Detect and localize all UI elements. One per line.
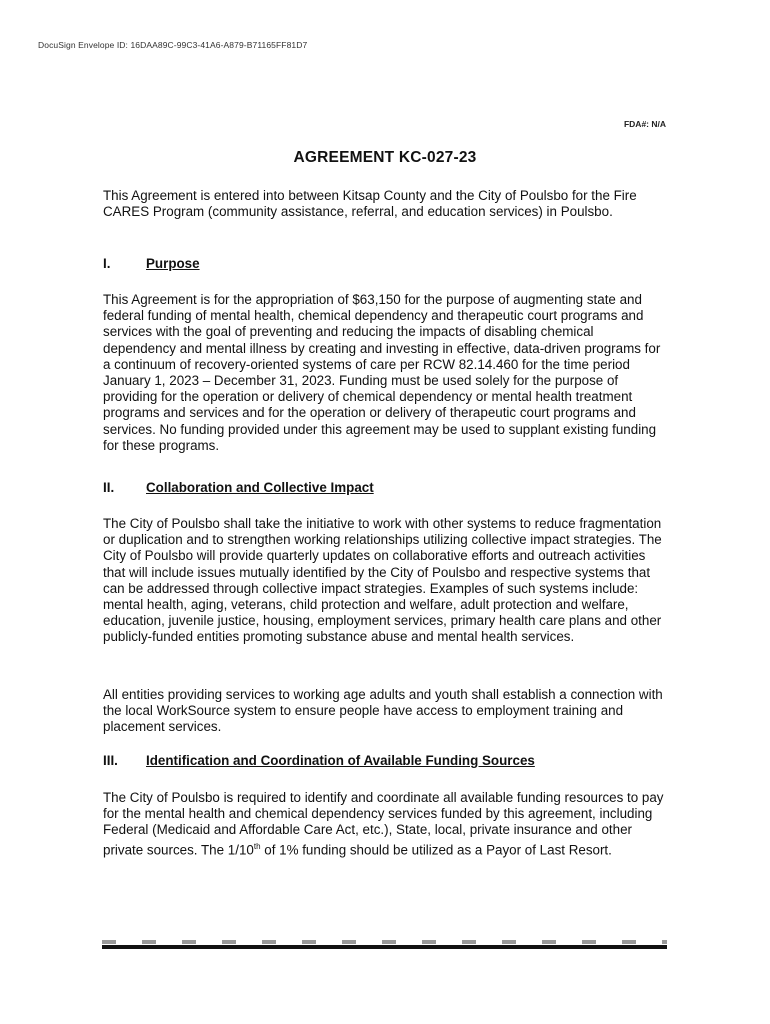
section-title: Collaboration and Collective Impact	[146, 480, 374, 495]
section-number: II.	[103, 480, 115, 495]
worksource-paragraph: All entities providing services to working age adults and youth shall establish a connection with the local WorkSource system to ensure people have access to employment training and placement services.	[103, 687, 663, 735]
intro-paragraph: This Agreement is entered into between Kitsap County and the City of Poulsbo for the Fire CARES Program (community assistance, referral, and education services) in Poulsbo.	[103, 188, 637, 220]
section-title: Purpose	[146, 256, 200, 271]
section-heading-funding	[103, 753, 535, 768]
section-number: III.	[103, 753, 118, 768]
envelope-id: DocuSign Envelope ID: 16DAA89C-99C3-41A6-A879-B71165FF81D7	[38, 40, 308, 50]
collaboration-paragraph: The City of Poulsbo shall take the initiative to work with other systems to reduce fragmentation or duplication and to strengthen working relationships utilizing collective impact strategies. The City of Poulsbo will provide quarterly updates on collaborative efforts and outreach activities that will include issues mutually identified by the City of Poulsbo and respective systems that can be addressed through collective impact strategies. Examples of such systems include: mental health, aging, veterans, child protection and welfare, adult protection and welfare, education, juvenile justice, housing, employment services, primary health care plans and other publicly-funded entities promoting substance abuse and mental health services.	[103, 516, 662, 645]
section-heading-purpose	[103, 256, 200, 271]
fda-number: FDA#: N/A	[623, 119, 666, 129]
funding-paragraph: The City of Poulsbo is required to identify and coordinate all available funding resources to pay for the mental health and chemical dependency services funded by this agreement, including Federal (Medicaid and Affordable Care Act, etc.), State, local, private insurance and other private sources. The 1/10th of 1% funding should be utilized as a Payor of Last Resort.	[103, 790, 664, 858]
section-number: I.	[103, 256, 111, 271]
scan-artifact-marks	[102, 940, 667, 944]
purpose-paragraph: This Agreement is for the appropriation of $63,150 for the purpose of augmenting state and federal funding of mental health, chemical dependency and therapeutic court programs and services with the goal of preventing and reducing the impacts of disabling chemical dependency and mental illness by creating and investing in effective, data-driven programs for a continuum of recovery-oriented systems of care per RCW 82.14.460 for the time period January 1, 2023 – December 31, 2023. Funding must be used solely for the purpose of providing for the operation or delivery of chemical dependency or mental health treatment programs and services and for the operation or delivery of therapeutic court programs and services. No funding provided under this agreement may be used to supplant existing funding for these programs.	[103, 292, 661, 453]
agreement-title: AGREEMENT KC-027-23	[293, 149, 477, 166]
section-title: Identification and Coordination of Available Funding Sources	[146, 753, 535, 768]
section-heading-collaboration	[103, 480, 374, 495]
scan-artifact-bar	[102, 945, 667, 949]
